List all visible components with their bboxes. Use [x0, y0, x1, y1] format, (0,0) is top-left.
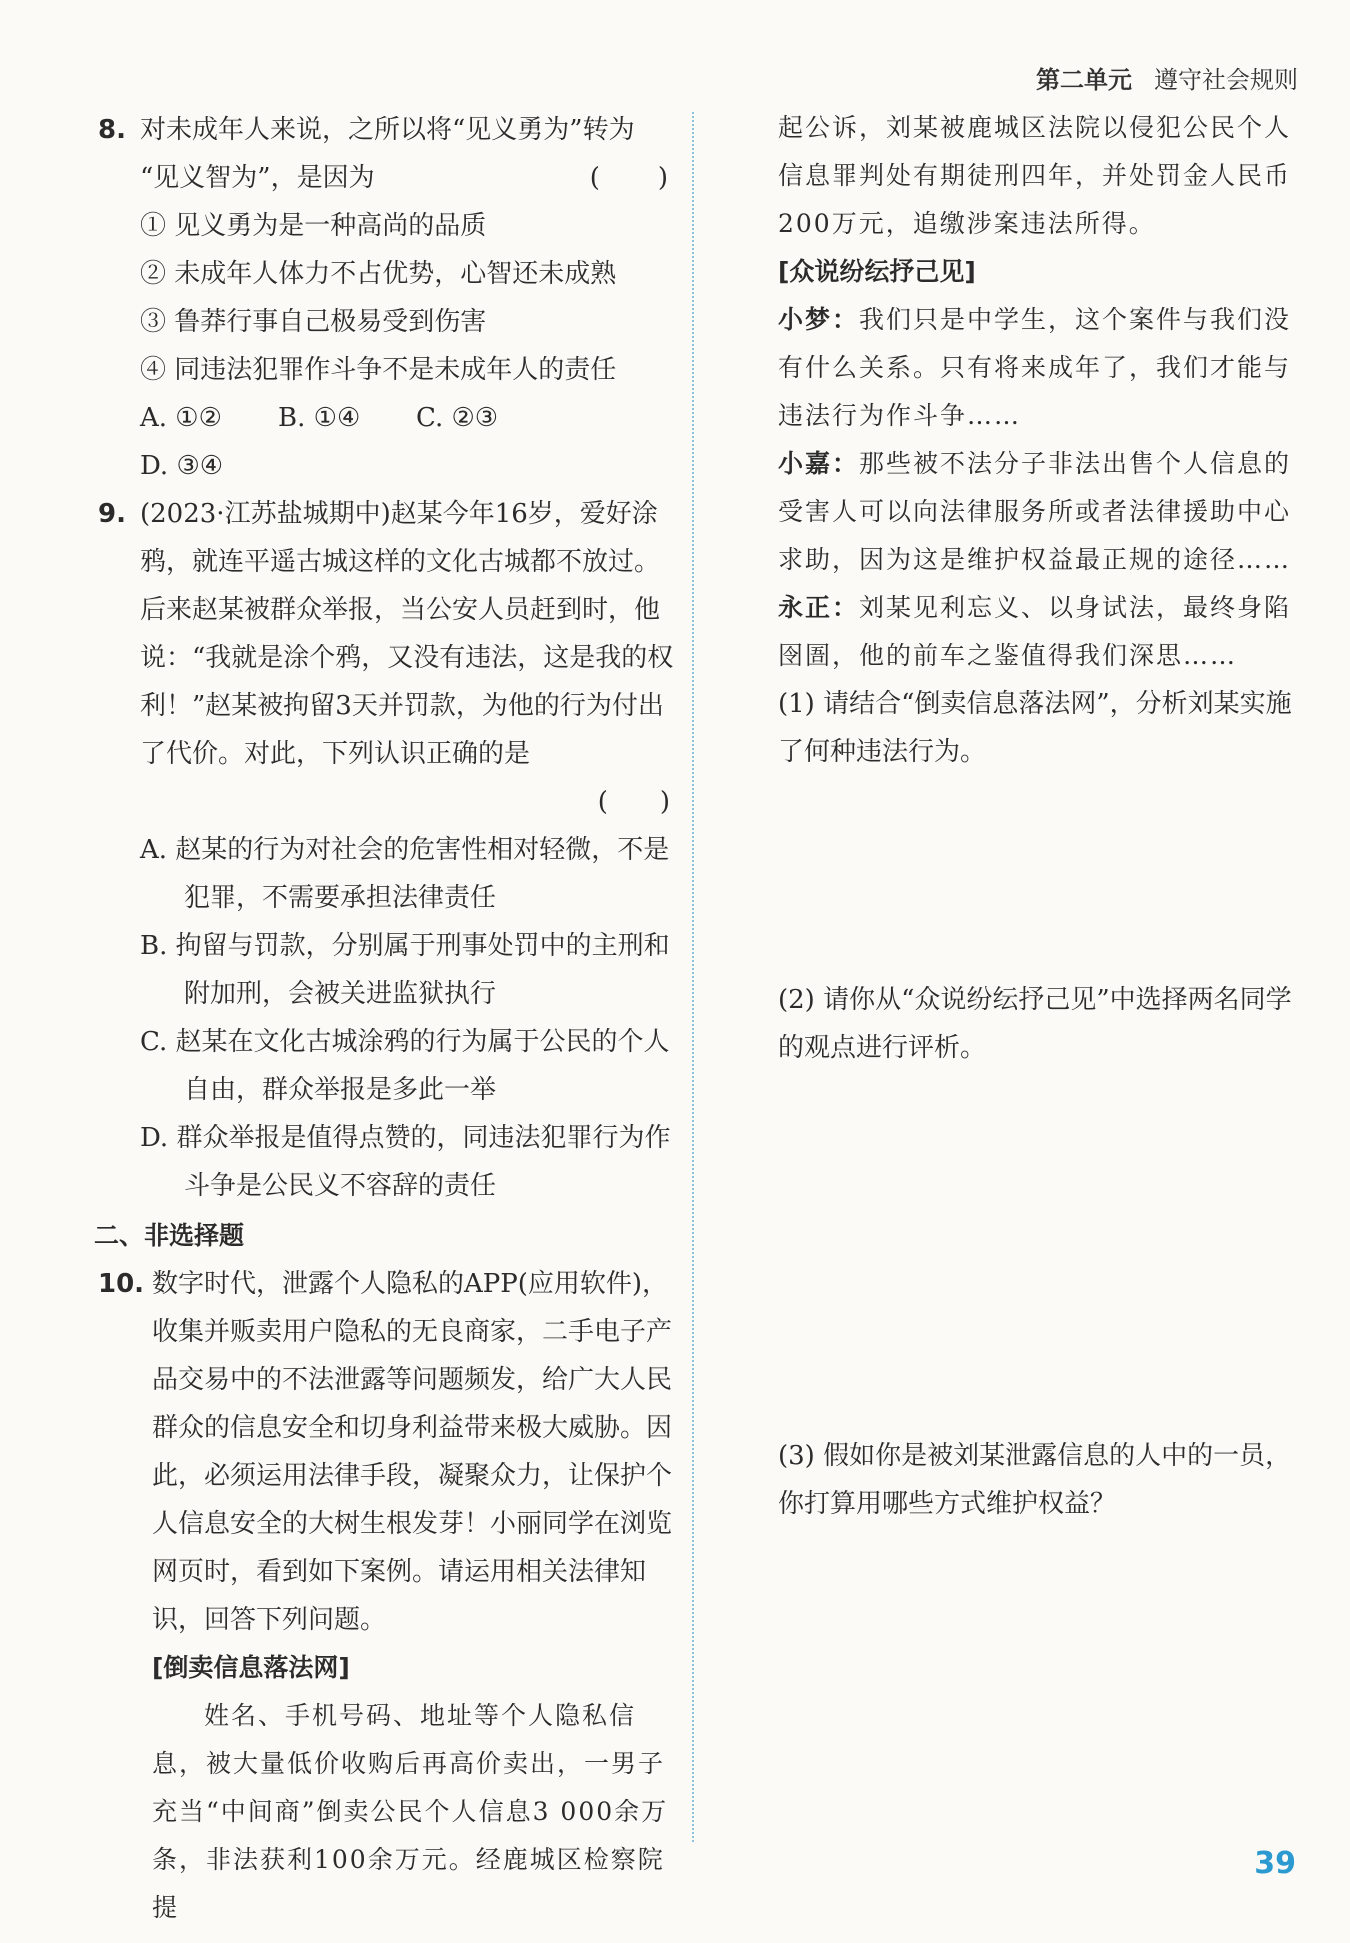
choice-options — [140, 394, 678, 490]
opinion-item — [778, 440, 1300, 584]
opinion-speaker: 小梦： — [778, 305, 860, 334]
question-stem-line2: “见义智为”，是因为 — [140, 163, 375, 193]
question-10 — [98, 1260, 678, 1932]
sub-question-3: (3) 假如你是被刘某泄露信息的人中的一员，你打算用哪些方式维护权益？ — [778, 1441, 1292, 1519]
question-stem-line1: 对未成年人来说，之所以将“见义勇为”转为 — [140, 115, 635, 145]
choice-option-b[interactable]: B. 拘留与罚款，分别属于刑事处罚中的主刑和附加刑，会被关进监狱执行 — [140, 931, 670, 1009]
case-text: 姓名、手机号码、地址等个人隐私信息，被大量低价收购后再高价卖出，一男子充当“中间商”倒卖公民个人信息3 000余万条，非法获利100余万元。经鹿城区检察院提 — [152, 1701, 669, 1922]
case-text-continued: 起公诉，刘某被鹿城区法院以侵犯公民个人信息罪判处有期徒刑四年，并处罚金人民币200万元，追缴涉案违法所得。 — [778, 113, 1292, 238]
choice-option-d[interactable]: D. ③④ — [140, 451, 224, 481]
choice-option-c[interactable]: C. ②③ — [416, 403, 499, 433]
answer-parentheses[interactable]: ( ) — [589, 163, 670, 193]
sub-question-2: (2) 请你从“众说纷纭抒己见”中选择两名同学的观点进行评析。 — [778, 985, 1292, 1063]
question-9 — [98, 490, 678, 1210]
unit-label: 第二单元 — [1036, 66, 1132, 94]
statement-item: ③ 鲁莽行事自己极易受到伤害 — [140, 307, 487, 337]
opinion-text: 我们只是中学生，这个案件与我们没有什么关系。只有将来成年了，我们才能与违法行为作斗争…… — [778, 305, 1292, 430]
sub-question-1: (1) 请结合“倒卖信息落法网”，分析刘某实施了何种违法行为。 — [778, 689, 1292, 767]
answer-area-1[interactable] — [778, 776, 1300, 976]
answer-area-3[interactable] — [778, 1528, 1300, 1728]
opinion-text: 那些被不法分子非法出售个人信息的受害人可以向法律服务所或者法律援助中心求助，因为这是维护权益最正规的途径…… — [778, 449, 1292, 574]
left-column — [94, 106, 678, 1932]
opinion-item — [778, 584, 1300, 680]
statement-item: ① 见义勇为是一种高尚的品质 — [140, 211, 487, 241]
opinion-speaker: 永正： — [778, 593, 860, 622]
choice-option-b[interactable]: B. ①④ — [278, 403, 361, 433]
choice-option-c[interactable]: C. 赵某在文化古城涂鸦的行为属于公民的个人自由，群众举报是多此一举 — [140, 1027, 670, 1105]
page-header — [1036, 60, 1298, 95]
choice-option-a[interactable]: A. ①② — [140, 403, 222, 433]
right-column — [778, 104, 1300, 1728]
question-number: 9. — [98, 499, 126, 529]
page-number: 39 — [1254, 1846, 1296, 1881]
case-title: [倒卖信息落法网] — [152, 1653, 350, 1682]
choice-option-d[interactable]: D. 群众举报是值得点赞的，同违法犯罪行为作斗争是公民义不容辞的责任 — [140, 1123, 671, 1201]
answer-area-2[interactable] — [778, 1072, 1300, 1432]
section-heading: 二、非选择题 — [94, 1221, 245, 1250]
opinion-text: 刘某见利忘义、以身试法，最终身陷囹圄，他的前车之鉴值得我们深思…… — [778, 593, 1292, 670]
statement-item: ② 未成年人体力不占优势，心智还未成熟 — [140, 259, 617, 289]
question-8 — [98, 106, 678, 490]
opinion-item — [778, 296, 1300, 440]
opinions-title: [众说纷纭抒己见] — [778, 257, 976, 286]
question-number: 10. — [98, 1269, 145, 1299]
opinion-speaker: 小嘉： — [778, 449, 860, 478]
statement-item: ④ 同违法犯罪作斗争不是未成年人的责任 — [140, 355, 617, 385]
column-divider — [692, 112, 694, 1842]
question-stem: 数字时代，泄露个人隐私的APP(应用软件)，收集并贩卖用户隐私的无良商家，二手电子产品交易中的不法泄露等问题频发，给广大人民群众的信息安全和切身利益带来极大威胁。因此，必须运用法律手段，凝聚众力，让保护个人信息安全的大树生根发芽！小丽同学在浏览网页时，看到如下案例。请运用相关法律知识，回答下列问题。 — [152, 1269, 673, 1635]
answer-parentheses[interactable]: ( ) — [597, 787, 670, 817]
unit-title: 遵守社会规则 — [1154, 66, 1298, 94]
choice-option-a[interactable]: A. 赵某的行为对社会的危害性相对轻微，不是犯罪，不需要承担法律责任 — [140, 835, 670, 913]
question-number: 8. — [98, 115, 126, 145]
question-stem: (2023·江苏盐城期中)赵某今年16岁，爱好涂鸦，就连平遥古城这样的文化古城都不放过。后来赵某被群众举报，当公安人员赶到时，他说：“我就是涂个鸦，又没有违法，这是我的权利！”赵某被拘留3天并罚款，为他的行为付出了代价。对此，下列认识正确的是 — [140, 499, 674, 769]
